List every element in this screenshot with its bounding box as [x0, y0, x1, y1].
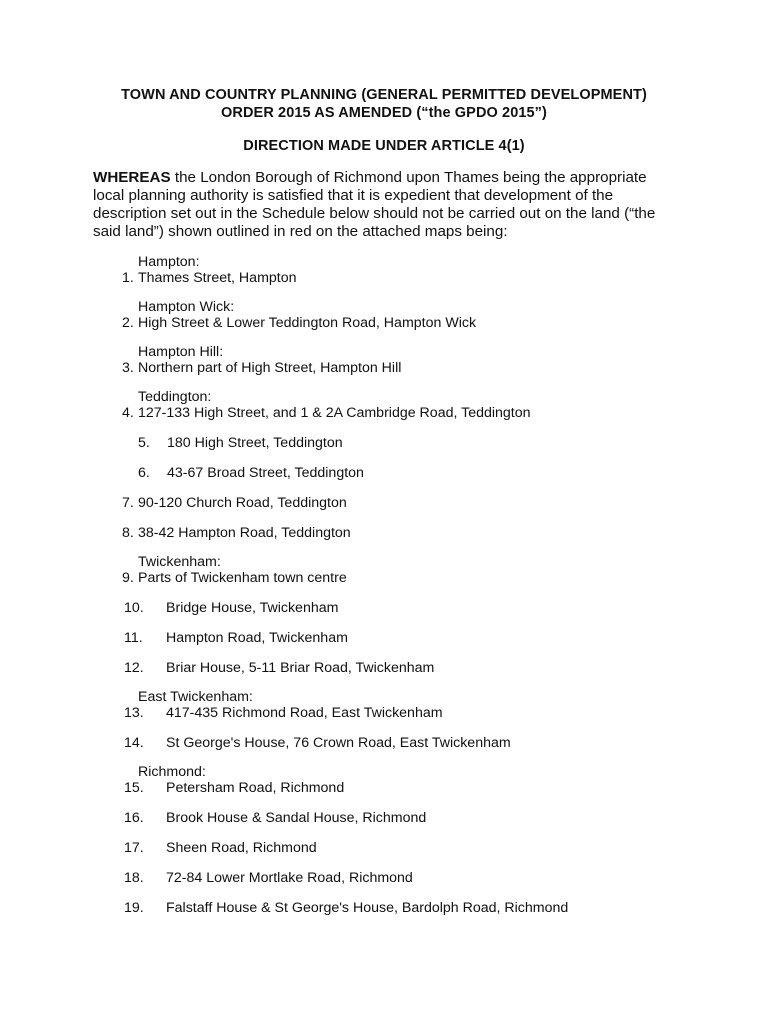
- list-item-number: 13.: [124, 705, 144, 721]
- group-heading-hampton: Hampton:: [138, 254, 200, 270]
- list-item-number: 17.: [124, 840, 144, 856]
- list-item-text: 417-435 Richmond Road, East Twickenham: [166, 705, 443, 721]
- intro-line-1-rest: the London Borough of Richmond upon Thames being the appropriate: [170, 169, 647, 186]
- title-line-1: TOWN AND COUNTRY PLANNING (GENERAL PERMITTED DEVELOPMENT): [121, 87, 647, 103]
- list-item-text: 43-67 Broad Street, Teddington: [167, 465, 364, 481]
- group-heading-twickenham: Twickenham:: [138, 554, 221, 570]
- list-item-text: Northern part of High Street, Hampton Hill: [138, 360, 402, 376]
- list-item-text: St George's House, 76 Crown Road, East Twickenham: [166, 735, 511, 751]
- list-item-text: 38-42 Hampton Road, Teddington: [138, 525, 351, 541]
- list-item-number: 5.: [138, 435, 150, 451]
- whereas-paragraph: [93, 169, 683, 241]
- list-item-number: 11.: [124, 630, 143, 646]
- list-item-number: 7.: [122, 495, 134, 511]
- list-item-number: 9.: [122, 570, 134, 586]
- list-item-text: Bridge House, Twickenham: [166, 600, 339, 616]
- list-item-text: High Street & Lower Teddington Road, Hampton Wick: [138, 315, 477, 331]
- list-item-number: 8.: [122, 525, 134, 541]
- list-item-number: 18.: [124, 870, 144, 886]
- list-item-text: Brook House & Sandal House, Richmond: [166, 810, 427, 826]
- intro-line-1: [93, 169, 683, 187]
- list-item-number: 3.: [122, 360, 134, 376]
- list-item-text: Parts of Twickenham town centre: [138, 570, 347, 586]
- list-item-text: Thames Street, Hampton: [138, 270, 297, 286]
- list-item-number: 15.: [124, 780, 144, 796]
- list-item-text: Hampton Road, Twickenham: [166, 630, 348, 646]
- group-heading-hampton-wick: Hampton Wick:: [138, 299, 235, 315]
- group-heading-teddington: Teddington:: [138, 389, 212, 405]
- list-item-text: Falstaff House & St George's House, Bardolph Road, Richmond: [166, 900, 569, 916]
- list-item-number: 4.: [122, 405, 134, 421]
- group-heading-east-twickenham: East Twickenham:: [138, 689, 253, 705]
- list-item-text: Briar House, 5-11 Briar Road, Twickenham: [166, 660, 435, 676]
- list-item-text: Petersham Road, Richmond: [166, 780, 345, 796]
- list-item-number: 14.: [124, 735, 144, 751]
- list-item-text: 180 High Street, Teddington: [167, 435, 343, 451]
- list-item-number: 1.: [122, 270, 134, 286]
- group-heading-richmond: Richmond:: [138, 764, 206, 780]
- group-heading-hampton-hill: Hampton Hill:: [138, 344, 224, 360]
- list-item-text: 90-120 Church Road, Teddington: [138, 495, 347, 511]
- list-item-text: 127-133 High Street, and 1 & 2A Cambridge Road, Teddington: [138, 405, 531, 421]
- list-item-text: Sheen Road, Richmond: [166, 840, 317, 856]
- list-item-number: 2.: [122, 315, 134, 331]
- intro-line-2: local planning authority is satisfied that it is expedient that development of the: [93, 187, 614, 204]
- title-line-2: ORDER 2015 AS AMENDED (“the GPDO 2015”): [221, 105, 547, 121]
- list-item-number: 10.: [124, 600, 144, 616]
- intro-line-3: description set out in the Schedule below should not be carried out on the land (“the: [93, 205, 656, 222]
- direction-heading: DIRECTION MADE UNDER ARTICLE 4(1): [243, 138, 525, 154]
- intro-line-4: said land”) shown outlined in red on the attached maps being:: [93, 223, 508, 240]
- list-item-number: 12.: [124, 660, 144, 676]
- list-item-number: 19.: [124, 900, 144, 916]
- list-item-text: 72-84 Lower Mortlake Road, Richmond: [166, 870, 413, 886]
- list-item-number: 6.: [138, 465, 150, 481]
- whereas-keyword: WHEREAS: [93, 169, 171, 186]
- list-item-number: 16.: [124, 810, 144, 826]
